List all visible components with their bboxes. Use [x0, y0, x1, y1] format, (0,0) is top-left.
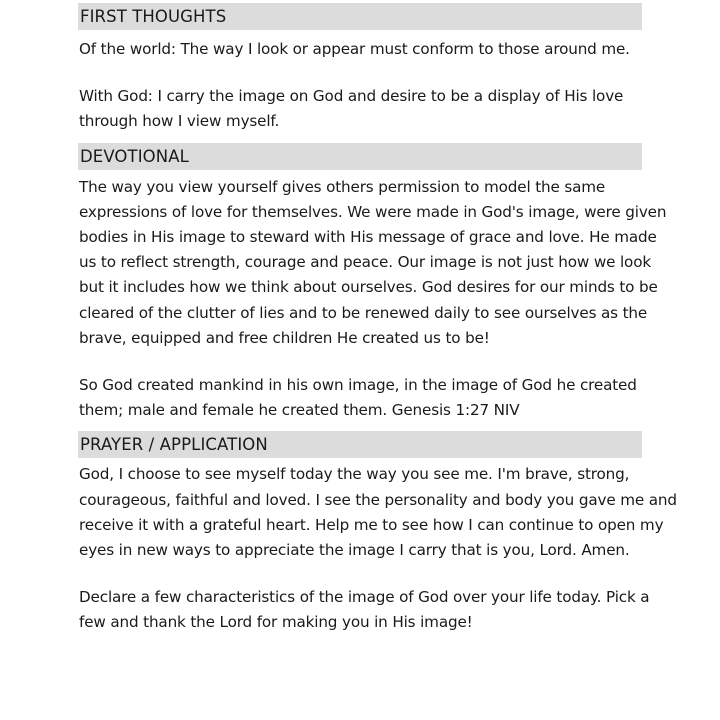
god-statement-line-1: With God: I carry the image on God and desire to be a display of His love	[79, 87, 624, 106]
god-statement	[78, 84, 642, 134]
devotional-line-3: bodies in His image to steward with His message of grace and love. He made	[79, 228, 657, 247]
devotional-line-6: cleared of the clutter of lies and to be renewed daily to see ourselves as the	[79, 303, 648, 322]
first-thoughts-section	[78, 3, 642, 135]
application-line-2: few and thank the Lord for making you in His image!	[79, 613, 473, 632]
devotional-line-4: us to reflect strength, courage and peace. Our image is not just how we look	[79, 253, 651, 272]
devotional-page	[78, 3, 677, 636]
devotional-line-1: The way you view yourself gives others permission to model the same	[79, 177, 606, 196]
prayer-section	[78, 431, 677, 635]
devotional-line-2: expressions of love for themselves. We were made in God's image, were given	[79, 202, 667, 221]
verse-line-1: So God created mankind in his own image, in the image of God he created	[79, 376, 637, 395]
first-thoughts-heading: FIRST THOUGHTS	[78, 3, 642, 30]
prayer-line-3: receive it with a grateful heart. Help me to see how I can continue to open my	[79, 515, 664, 534]
prayer-line-1: God, I choose to see myself today the way you see me. I'm brave, strong,	[79, 465, 630, 484]
prayer-heading: PRAYER / APPLICATION	[78, 431, 642, 458]
world-statement	[78, 37, 642, 62]
scripture-verse	[78, 373, 642, 423]
prayer-line-4: eyes in new ways to appreciate the image I carry that is you, Lord. Amen.	[79, 541, 630, 560]
prayer-line-2: courageous, faithful and loved. I see the personality and body you gave me and	[79, 490, 677, 509]
application-body	[78, 585, 650, 635]
verse-line-2: them; male and female he created them. Genesis 1:27 NIV	[79, 401, 520, 420]
devotional-section	[78, 143, 667, 424]
god-statement-line-2: through how I view myself.	[79, 112, 280, 131]
devotional-line-7: brave, equipped and free children He created us to be!	[79, 328, 490, 347]
world-statement-line: Of the world: The way I look or appear must conform to those around me.	[79, 40, 630, 58]
prayer-body	[78, 462, 677, 563]
devotional-body	[78, 175, 667, 351]
devotional-line-5: but it includes how we think about ourselves. God desires for our minds to be	[79, 278, 658, 297]
devotional-heading: DEVOTIONAL	[78, 143, 642, 170]
application-line-1: Declare a few characteristics of the image of God over your life today. Pick a	[79, 588, 650, 607]
